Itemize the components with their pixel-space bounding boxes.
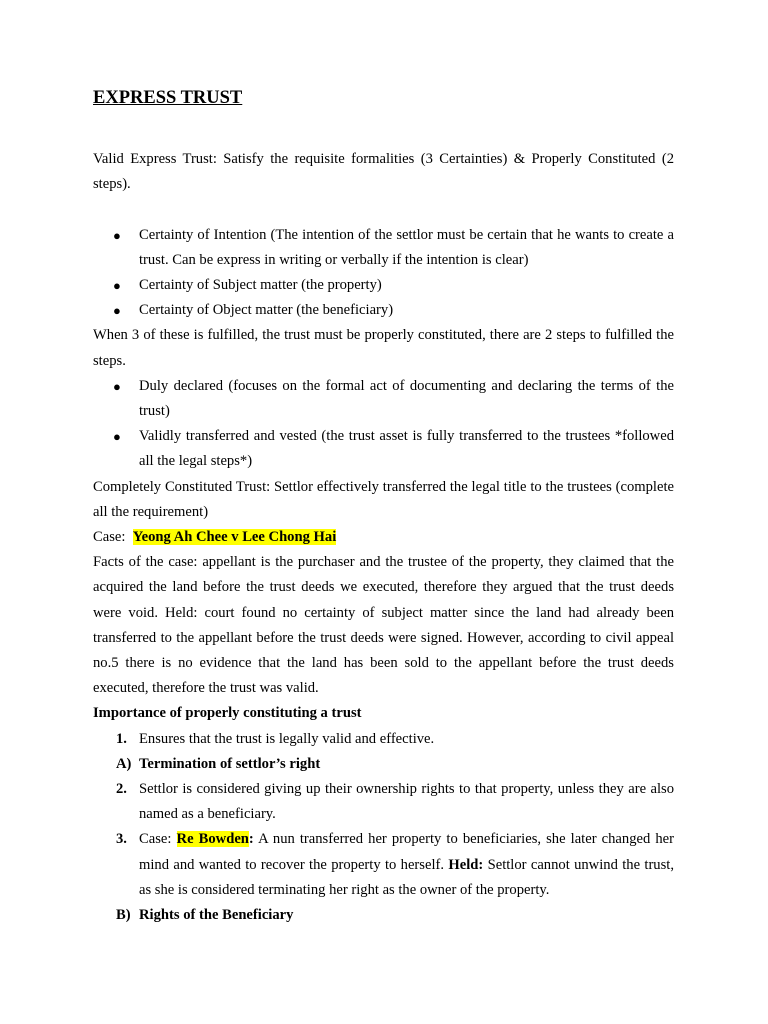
list-number: 3. [116, 831, 127, 848]
section-a-heading: Termination of settlor’s right [139, 755, 321, 772]
bullet-icon: ● [113, 278, 121, 293]
section-letter: A) [116, 755, 132, 772]
bullet-icon: ● [113, 378, 121, 394]
bullet-icon: ● [113, 429, 121, 445]
importance-item-1: Ensures that the trust is legally valid and effective. [139, 730, 435, 747]
certainty-subject: Certainty of Subject matter (the property) [139, 277, 382, 293]
step-validly-transferred: Validly transferred and vested (the trust asset is fully transferred to the trustees *followed all the legal steps*) [139, 428, 674, 470]
list-item [93, 273, 674, 298]
certainty-object: Certainty of Object matter (the beneficiary) [139, 302, 394, 319]
list-number: 2. [116, 781, 127, 798]
importance-item-3 [139, 831, 674, 897]
completely-constituted-paragraph: Completely Constituted Trust: Settlor effectively transferred the legal title to the trustees (complete all the requirement) [93, 478, 674, 520]
list-number: 1. [116, 730, 127, 747]
document-title: EXPRESS TRUST [93, 88, 243, 108]
certainties-list [93, 223, 674, 324]
list-item [93, 903, 674, 928]
case-label: Case: [139, 831, 172, 848]
case-facts: A nun transferred her property to beneficiaries, she later changed her mind and wanted to recover the property to herself. [139, 831, 674, 873]
case-name-highlight: Re Bowden [176, 831, 249, 848]
held-label: Held: [448, 856, 484, 873]
intro-paragraph: Valid Express Trust: Satisfy the requisite formalities (3 Certainties) & Properly Constituted (2 steps). [93, 151, 674, 193]
importance-list [93, 727, 674, 929]
importance-item-2: Settlor is considered giving up their ownership rights to that property, unless they are also named as a beneficiary. [139, 781, 674, 823]
held-text: Settlor cannot unwind the trust, as she is considered terminating her right as the owner of the property. [139, 856, 674, 898]
case-name-highlight: Yeong Ah Chee v Lee Chong Hai [132, 529, 337, 546]
list-item [93, 424, 674, 474]
list-item [93, 827, 674, 903]
case-line [93, 525, 674, 550]
facts-paragraph: Facts of the case: appellant is the purchaser and the trustee of the property, they claimed that the acquired the land before the trust deeds we executed, therefore they argued that the trust deeds were void. Held: court found no certainty of subject matter since the land had already been transferred to the appellant before the trust deeds were signed. However, according to civil appeal no.5 there is no evidence that the land has been sold to the appellant before the trust deeds executed, therefore the trust was valid. [93, 554, 674, 697]
list-item [93, 777, 674, 827]
list-item [93, 374, 674, 424]
constitution-intro: When 3 of these is fulfilled, the trust must be properly constituted, there are 2 steps to fulfilled the steps. [93, 327, 674, 369]
bullet-icon: ● [113, 303, 121, 319]
constitution-steps-list [93, 374, 674, 475]
list-item [93, 298, 674, 323]
list-item [93, 727, 674, 752]
list-item [93, 752, 674, 777]
case-label: Case: [93, 529, 126, 546]
case-colon: : [248, 831, 254, 848]
section-letter: B) [116, 907, 131, 924]
bullet-icon: ● [113, 227, 121, 243]
list-item [93, 223, 674, 273]
importance-heading: Importance of properly constituting a trust [93, 705, 362, 722]
document-body [93, 147, 674, 928]
section-b-heading: Rights of the Beneficiary [139, 907, 294, 924]
certainty-intention: Certainty of Intention (The intention of the settlor must be certain that he wants to create a trust. Can be express in writing or verbally if the intention is clear) [139, 226, 674, 268]
step-duly-declared: Duly declared (focuses on the formal act of documenting and declaring the terms of the trust) [139, 377, 674, 420]
